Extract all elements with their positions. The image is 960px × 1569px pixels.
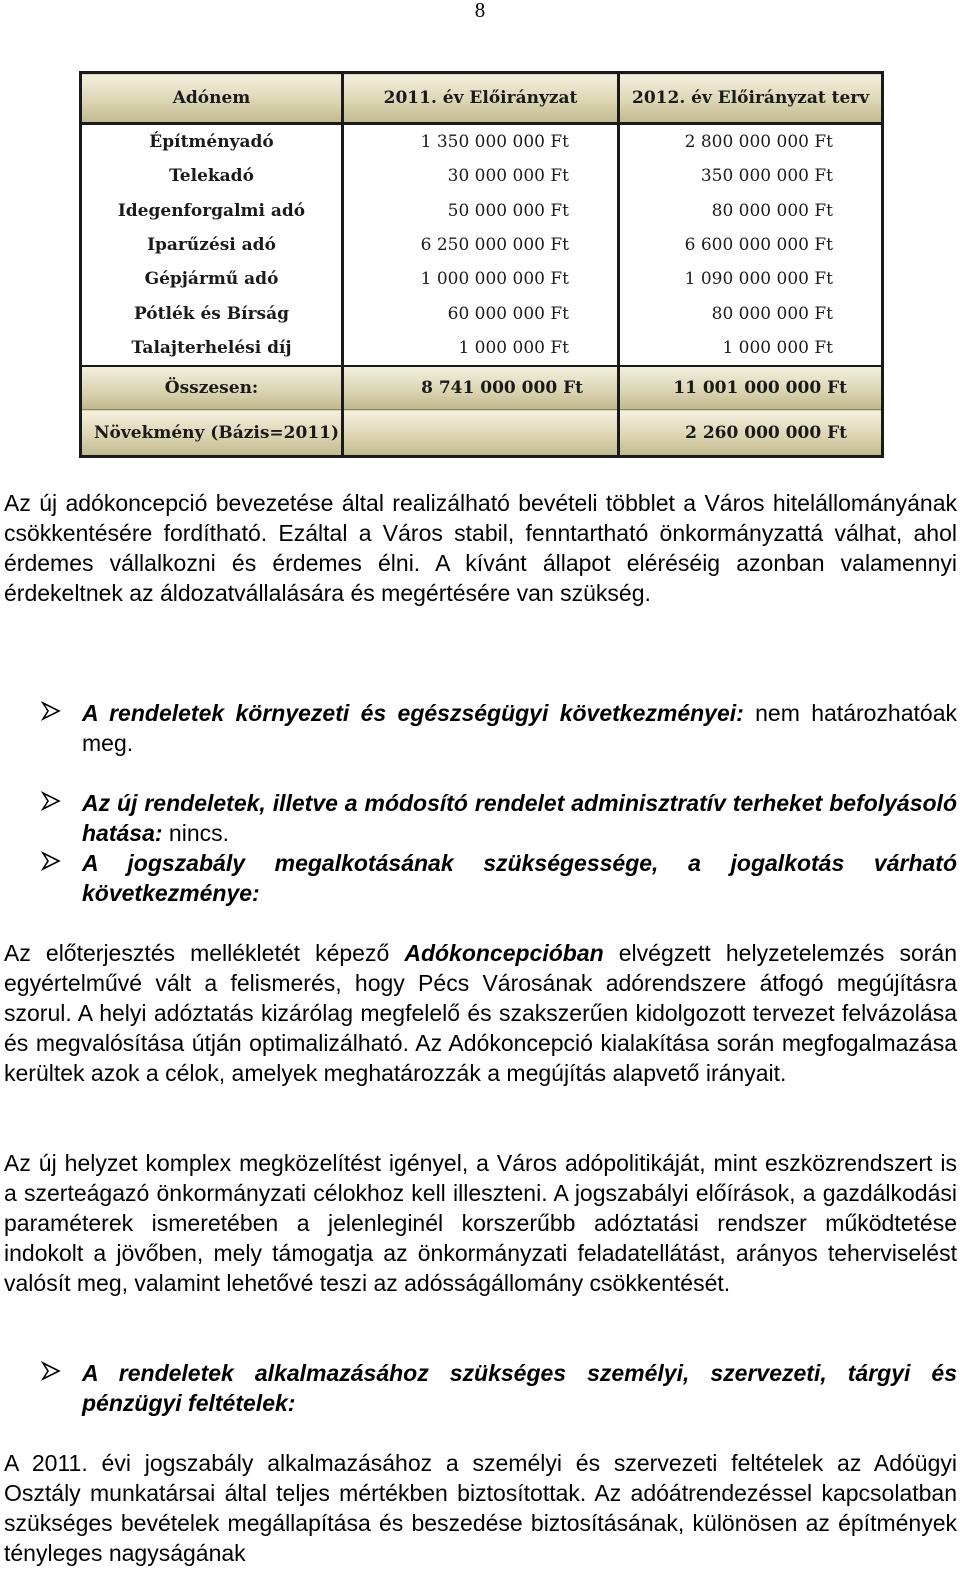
total-row — [81, 366, 883, 410]
value-2011: 6 250 000 000 Ft — [343, 228, 619, 262]
paragraph-text: elvégzett helyzetelemzés során egyértelművé vált a felismerés, hogy Pécs Városának adórendszere átfogó megújításra szorul. A helyi adóztatás kizárólag megfelelő és szakszerűen kidolgozott tervezet felvázolása és megvalósítása útján optimalizálható. Az Adókoncepció kialakítása során megfogalmazása kerültek azok a célok, amelyek meghatározzák a megújítás alapvető irányait. — [4, 940, 957, 1086]
paragraph-tax-concept: Az új adókoncepció bevezetése által realizálható bevételi többlet a Város hitelállományának csökkentésére fordítható. Ezáltal a Város stabil, fenntartható önkormányzattá válhat, ahol érdemes vállalkozni és érdemes élni. A kívánt állapot eléréséig azonban valamennyi érdekeltnek az áldozatvállalására és megértésére van szükség. — [4, 490, 957, 606]
value-2012: 6 600 000 000 Ft — [619, 228, 883, 262]
bullet-text: nem határozhatóak meg. — [82, 700, 957, 756]
value-2011: 60 000 000 Ft — [343, 296, 619, 330]
total-label: Összesen: — [81, 366, 343, 410]
bullet-necessity — [40, 848, 957, 908]
tax-name: Talajterhelési díj — [81, 331, 343, 366]
tax-name: Iparűzési adó — [81, 228, 343, 262]
table-row — [81, 159, 883, 193]
growth-2011 — [343, 410, 619, 457]
bullet-conditions — [40, 1358, 957, 1418]
value-2012: 1 000 000 Ft — [619, 331, 883, 366]
paragraph-analysis — [4, 938, 957, 1088]
value-2012: 80 000 000 Ft — [619, 194, 883, 228]
header-tax-type: Adónem — [81, 73, 343, 124]
table-row — [81, 194, 883, 228]
bullet-heading: A jogszabály megalkotásának szükségessége, a jogalkotás várható következménye: — [82, 850, 957, 906]
tax-name: Idegenforgalmi adó — [81, 194, 343, 228]
value-2012: 80 000 000 Ft — [619, 296, 883, 330]
arrow-bullet-icon — [40, 850, 62, 872]
page-number: 8 — [474, 0, 486, 22]
tax-name: Építményadó — [81, 124, 343, 160]
header-2012: 2012. év Előirányzat terv — [619, 73, 883, 124]
arrow-bullet-icon — [40, 1360, 62, 1382]
value-2011: 1 350 000 000 Ft — [343, 124, 619, 160]
table-header-row — [81, 73, 883, 124]
growth-label: Növekmény (Bázis=2011) — [81, 410, 343, 457]
table-row — [81, 331, 883, 366]
bullet-heading: A rendeletek alkalmazásához szükséges személyi, szervezeti, tárgyi és pénzügyi feltételek: — [82, 1360, 957, 1416]
header-2011: 2011. év Előirányzat — [343, 73, 619, 124]
value-2011: 30 000 000 Ft — [343, 159, 619, 193]
growth-row — [81, 410, 883, 457]
table-row — [81, 296, 883, 330]
paragraph-new-situation: Az új helyzet komplex megközelítést igényel, a Város adópolitikáját, mint eszközrendszert is a szerteágazó önkormányzati célokhoz kell illeszteni. A jogszabályi előírások, a gazdálkodási paraméterek ismeretében a jelenleginél korszerűbb adóztatási rendszer működtetése indokolt a jövőben, mely támogatja az önkormányzati feladatellátást, arányos teherviselést valósít meg, valamint lehetővé teszi az adósságállomány csökkentését. — [4, 1150, 957, 1296]
bullet-administrative — [40, 788, 957, 848]
tax-revenue-table — [79, 71, 884, 458]
total-2011: 8 741 000 000 Ft — [343, 366, 619, 410]
value-2012: 1 090 000 000 Ft — [619, 262, 883, 296]
total-2012: 11 001 000 000 Ft — [619, 366, 883, 410]
bullet-environmental — [40, 698, 957, 758]
bullet-heading: Az új rendeletek, illetve a módosító rendelet adminisztratív terheket befolyásoló hatása: — [82, 790, 957, 846]
value-2012: 2 800 000 000 Ft — [619, 124, 883, 160]
bullet-heading: A rendeletek környezeti és egészségügyi következményei: — [82, 700, 744, 726]
growth-2012: 2 260 000 000 Ft — [619, 410, 883, 457]
table-row — [81, 228, 883, 262]
arrow-bullet-icon — [40, 700, 62, 722]
paragraph-conditions: A 2011. évi jogszabály alkalmazásához a személyi és szervezeti feltételek az Adóügyi Osztály munkatársai által teljes mértékben biztosítottak. Az adóátrendezéssel kapcsolatban szükséges bevételek megállapítása és beszedése biztosításának, különösen az építmények tényleges nagyságának — [4, 1450, 957, 1566]
paragraph-emphasis: Adókoncepcióban — [404, 940, 604, 966]
bullet-text: nincs. — [162, 820, 230, 846]
tax-name: Gépjármű adó — [81, 262, 343, 296]
tax-name: Pótlék és Bírság — [81, 296, 343, 330]
arrow-bullet-icon — [40, 790, 62, 812]
value-2011: 50 000 000 Ft — [343, 194, 619, 228]
tax-name: Telekadó — [81, 159, 343, 193]
paragraph-text: Az előterjesztés mellékletét képező — [4, 940, 405, 966]
value-2011: 1 000 000 000 Ft — [343, 262, 619, 296]
table-row — [81, 262, 883, 296]
value-2012: 350 000 000 Ft — [619, 159, 883, 193]
value-2011: 1 000 000 Ft — [343, 331, 619, 366]
table-row — [81, 124, 883, 160]
